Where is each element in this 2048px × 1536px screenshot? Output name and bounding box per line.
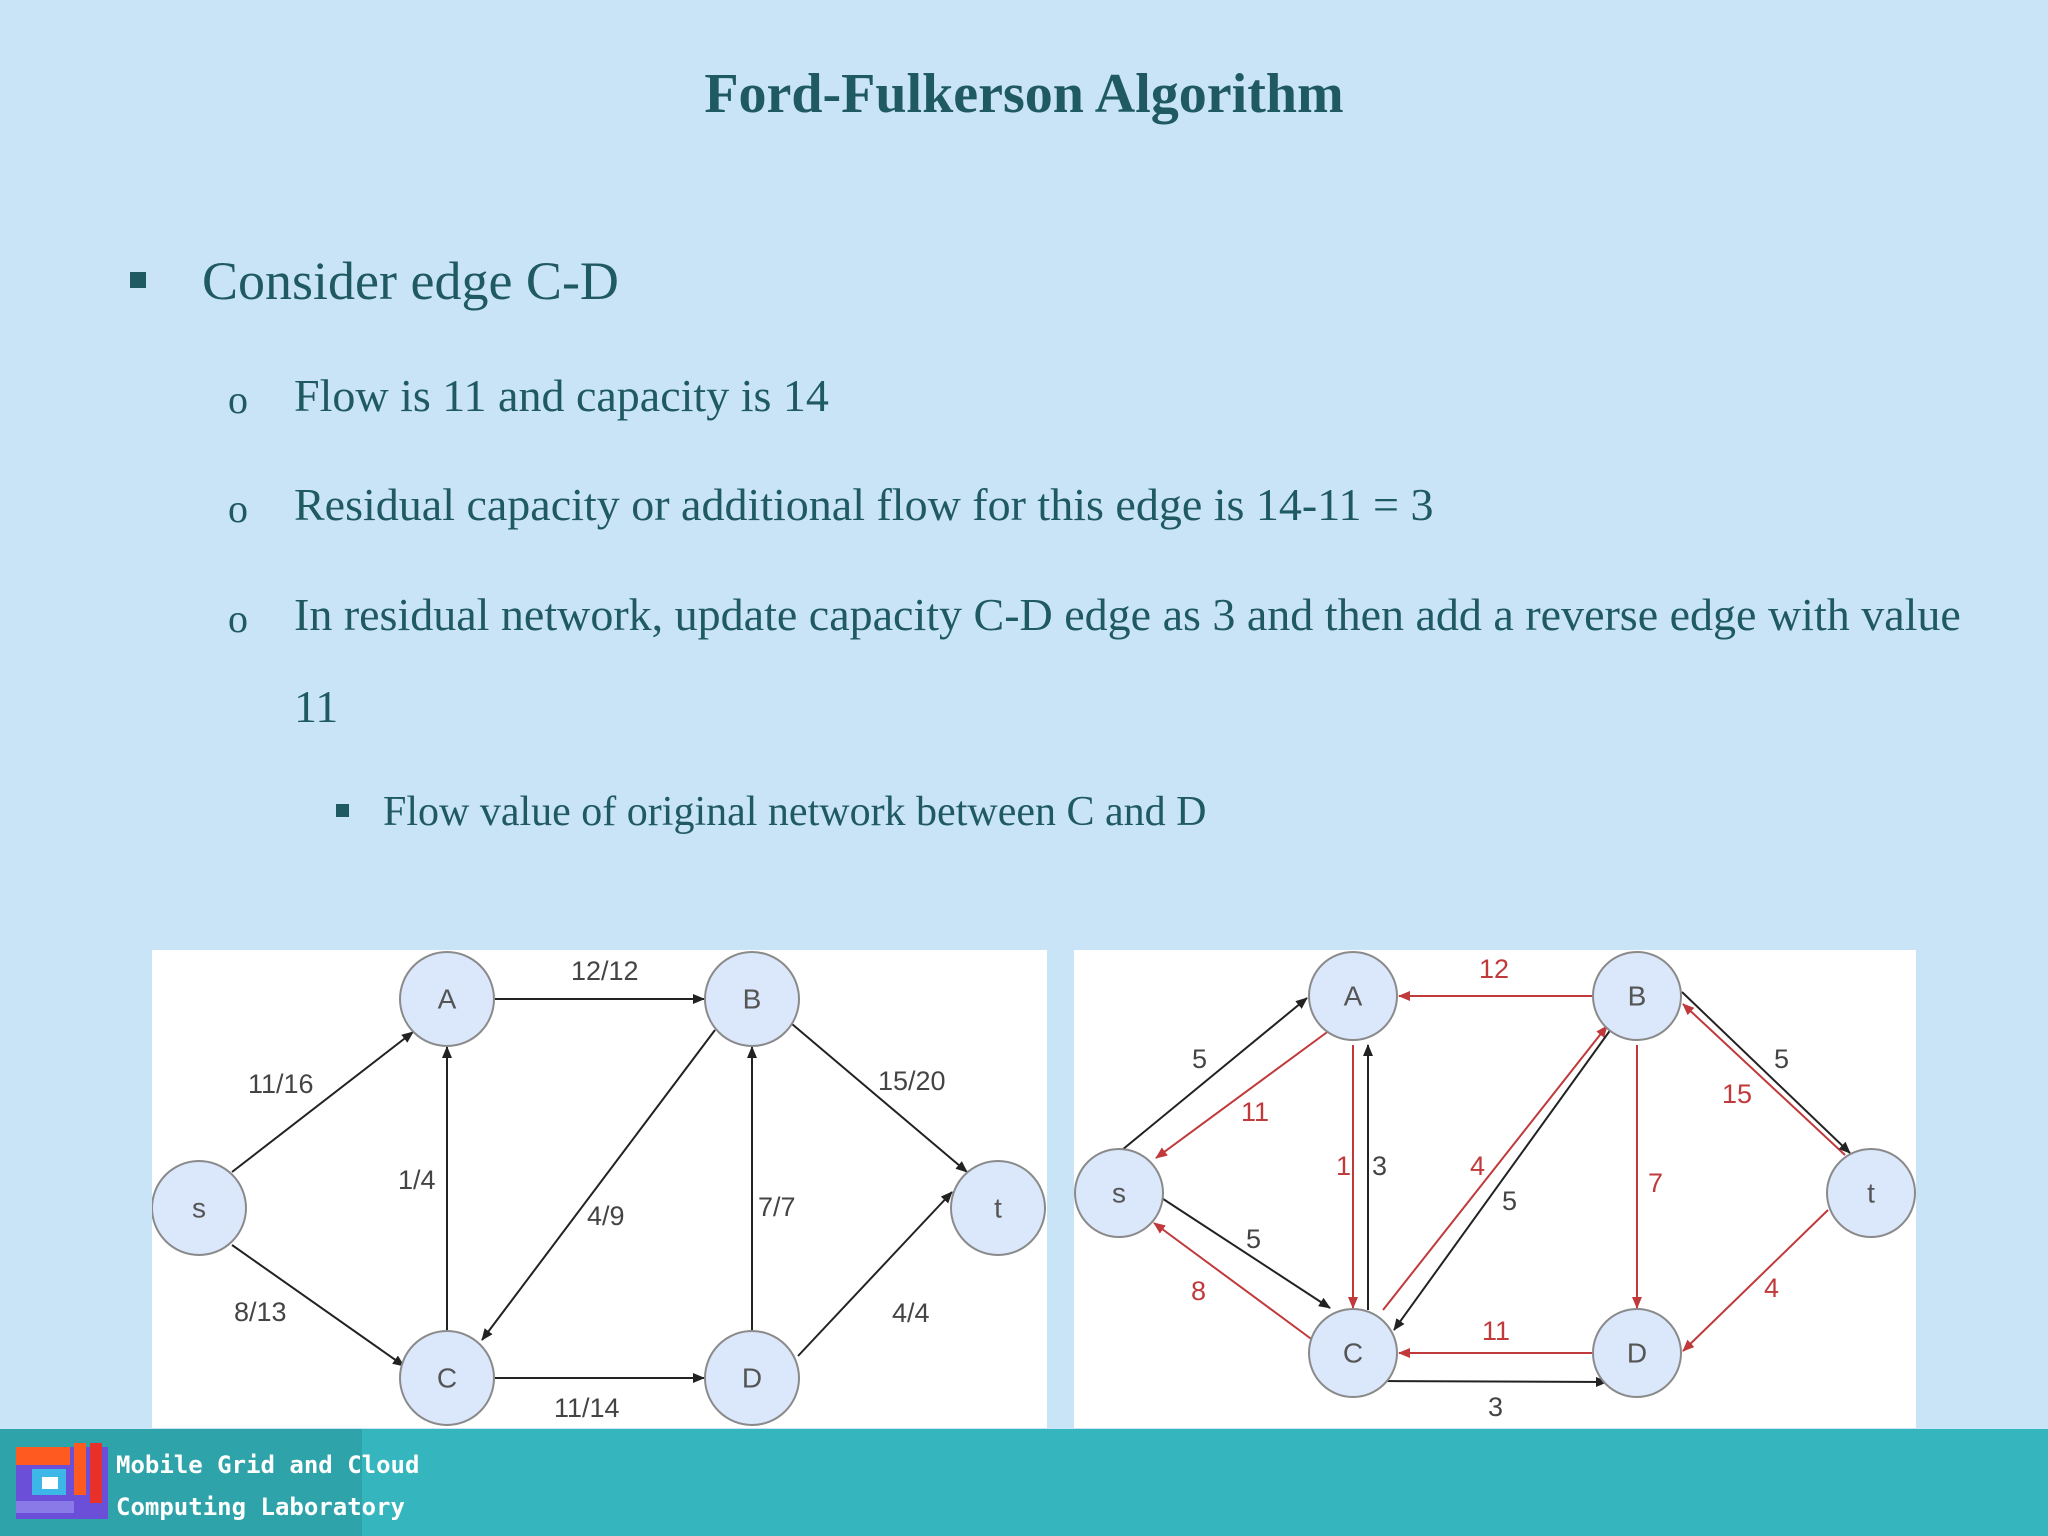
svg-text:s: s [1112, 1177, 1126, 1209]
svg-text:t: t [1867, 1177, 1875, 1209]
edge-B-C [482, 1030, 715, 1340]
edge-label-B-C: 5 [1502, 1186, 1518, 1216]
square-bullet-icon [336, 804, 349, 817]
circle-bullet-icon: o [228, 596, 248, 641]
edge-t-D [1683, 1210, 1828, 1351]
bullet-text: Residual capacity or additional flow for this edge is 14-11 = 3 [294, 479, 1434, 530]
square-bullet-icon [130, 272, 146, 288]
edge-label-B-D: 7 [1648, 1168, 1664, 1198]
node-t [1827, 1149, 1915, 1237]
slide-title: Ford-Fulkerson Algorithm [704, 63, 1344, 125]
circle-bullet-icon: o [228, 486, 248, 531]
edge-C-D [1380, 1381, 1607, 1382]
node-B [1593, 952, 1681, 1040]
edge-A-s [1156, 1030, 1330, 1158]
circle-bullet-icon: o [228, 377, 248, 422]
svg-text:B: B [1627, 980, 1647, 1012]
edge-s-C [1154, 1193, 1330, 1308]
footer-bar [0, 1429, 2048, 1536]
node-B [705, 952, 799, 1046]
residual-network-diagram [1074, 950, 1916, 1428]
node-s [1075, 1149, 1163, 1237]
edge-label-s-C: 5 [1246, 1224, 1262, 1254]
edge-label-s-A: 11/16 [248, 1069, 314, 1099]
edge-label-C-B: 4 [1470, 1151, 1486, 1181]
edge-label-A-C: 1 [1336, 1151, 1352, 1181]
edge-label-D-C: 11 [1482, 1316, 1511, 1346]
node-D [705, 1331, 799, 1425]
edge-label-s-C: 8/13 [234, 1297, 287, 1327]
svg-text:D: D [741, 1362, 763, 1394]
edge-label-A-s: 11 [1241, 1097, 1270, 1127]
svg-text:s: s [192, 1192, 206, 1224]
lab-name-line1: Mobile Grid and Cloud [116, 1451, 420, 1479]
edge-B-t [1682, 992, 1850, 1153]
node-A [1309, 952, 1397, 1040]
edge-label-t-D: 4 [1764, 1273, 1780, 1303]
svg-text:A: A [437, 983, 457, 1015]
edge-label-C-A: 1/4 [398, 1165, 436, 1195]
edge-label-B-C: 4/9 [587, 1201, 625, 1231]
original-network-diagram [152, 950, 1047, 1428]
residual-network-panel [1074, 950, 1916, 1428]
edge-B-C [1394, 1018, 1619, 1330]
edge-D-t [798, 1192, 952, 1356]
bullet-text: Flow value of original network between C and D [383, 789, 1207, 835]
edge-label-D-t: 4/4 [892, 1298, 930, 1328]
edge-label-C-s: 8 [1191, 1276, 1207, 1306]
edge-label-D-B: 7/7 [758, 1192, 796, 1222]
lab-name-line2: Computing Laboratory [116, 1493, 405, 1521]
bullet-text: Consider edge C-D [202, 251, 619, 311]
edge-s-A [232, 1032, 413, 1172]
svg-text:D: D [1626, 1337, 1648, 1369]
lab-logo [0, 1429, 420, 1536]
edge-t-B [1683, 1004, 1845, 1155]
original-network-panel [152, 950, 1047, 1428]
edge-label-C-D: 11/14 [554, 1393, 620, 1423]
bullet-text: Flow is 11 and capacity is 14 [294, 370, 829, 421]
node-D [1593, 1309, 1681, 1397]
node-s [152, 1161, 246, 1255]
edge-C-B [1383, 1026, 1607, 1310]
lab-logo-icon [8, 1429, 118, 1536]
edge-label-B-t: 5 [1774, 1044, 1790, 1074]
bullet-text: In residual network, update capacity C-D edge as 3 and then add a reverse edge with value 11 [294, 589, 1961, 732]
edge-label-B-A: 12 [1479, 954, 1510, 984]
svg-text:t: t [994, 1192, 1002, 1224]
edge-label-C-D: 3 [1488, 1392, 1504, 1422]
edge-label-C-A: 3 [1372, 1151, 1388, 1181]
node-C [400, 1331, 494, 1425]
svg-text:A: A [1343, 980, 1363, 1012]
edge-label-s-A: 5 [1192, 1044, 1208, 1074]
edge-B-t [792, 1024, 967, 1172]
edge-label-t-B: 15 [1722, 1079, 1753, 1109]
node-C [1309, 1309, 1397, 1397]
edge-label-B-t: 15/20 [878, 1066, 946, 1096]
node-t [951, 1161, 1045, 1255]
svg-text:B: B [742, 983, 762, 1015]
svg-text:C: C [436, 1362, 458, 1394]
svg-text:C: C [1342, 1337, 1364, 1369]
node-A [400, 952, 494, 1046]
edge-s-A [1122, 998, 1307, 1150]
edge-label-A-B: 12/12 [571, 956, 639, 986]
